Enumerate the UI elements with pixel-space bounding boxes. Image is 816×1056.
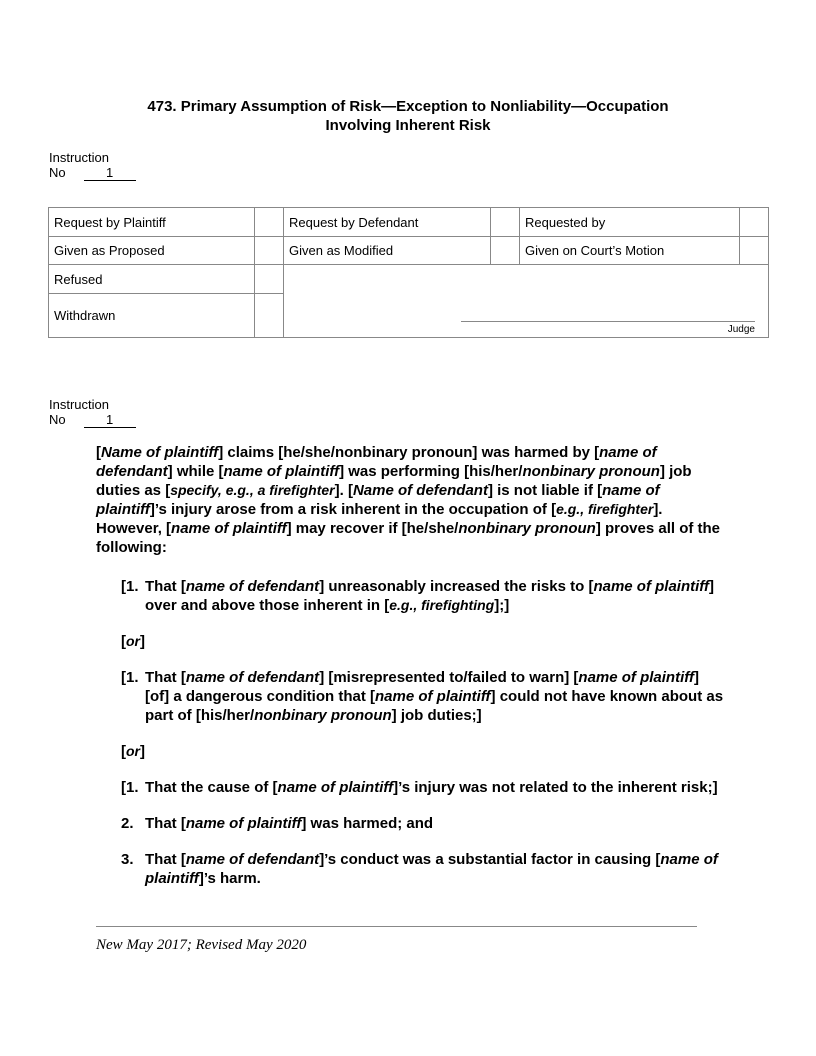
- element-1-option-a: [121, 577, 726, 615]
- instruction-number-block-body: [49, 397, 136, 428]
- requested-by-label: Requested by: [520, 208, 740, 237]
- given-on-courts-motion-label: Given on Court’s Motion: [520, 237, 740, 265]
- instruction-number-block-top: [49, 150, 136, 181]
- or-connector: [or]: [121, 633, 145, 650]
- title-line-1: 473. Primary Assumption of Risk—Exception to Nonliability—Occupation: [147, 98, 669, 115]
- request-by-plaintiff-checkbox[interactable]: [255, 208, 284, 237]
- refused-label: Refused: [49, 265, 255, 294]
- or-connector: [or]: [121, 743, 145, 760]
- given-as-modified-checkbox[interactable]: [491, 237, 520, 265]
- request-by-plaintiff-label: Request by Plaintiff: [49, 208, 255, 237]
- requested-by-checkbox[interactable]: [740, 208, 769, 237]
- withdrawn-checkbox[interactable]: [255, 294, 284, 338]
- element-text: That [name of defendant] [misrepresented to/failed to warn] [name of plaintiff] [of] a dangerous condition that [name of plaintiff] could not have known about as part of [his/her/nonbinary pronoun] job duties;]: [145, 669, 724, 724]
- element-text: That the cause of [name of plaintiff]’s injury was not related to the inherent risk;]: [145, 779, 718, 796]
- element-text: That [name of defendant] unreasonably increased the risks to [name of plaintiff] over and above those inherent in [e.g., firefighting];]: [145, 578, 715, 614]
- instruction-number: 1: [84, 412, 136, 428]
- given-as-proposed-label: Given as Proposed: [49, 237, 255, 265]
- footer-divider: [96, 926, 697, 927]
- intro-paragraph: [Name of plaintiff] claims [he/she/nonbinary pronoun] was harmed by [name of defendant] while [name of plaintiff] was performing [his/her/nonbinary pronoun] job duties as [specify, e.g., a firefighter]. [Name of defendant] is not liable if [name of plaintiff]’s injury arose from a risk inherent in the occupation of [e.g., firefighter]. However, [name of plaintiff] may recover if [he/she/nonbinary pronoun] proves all of the following:: [96, 444, 721, 556]
- instruction-number: 1: [84, 165, 136, 181]
- request-by-defendant-checkbox[interactable]: [491, 208, 520, 237]
- history-note: New May 2017; Revised May 2020: [96, 937, 307, 953]
- instruction-body: [96, 443, 726, 888]
- request-by-defendant-label: Request by Defendant: [284, 208, 491, 237]
- instruction-title: [0, 97, 816, 135]
- given-on-courts-motion-checkbox[interactable]: [740, 237, 769, 265]
- element-text: That [name of plaintiff] was harmed; and: [145, 815, 434, 832]
- withdrawn-label: Withdrawn: [49, 294, 255, 338]
- judge-signature-line[interactable]: [461, 321, 755, 322]
- no-label: No: [49, 165, 66, 180]
- given-as-proposed-checkbox[interactable]: [255, 237, 284, 265]
- element-number: 3.: [121, 851, 134, 868]
- element-text: That [name of defendant]’s conduct was a substantial factor in causing [name of plaintiff]’s harm.: [145, 851, 718, 887]
- element-1-option-c: [121, 778, 726, 797]
- status-table: [48, 207, 769, 338]
- instruction-label: Instruction: [49, 150, 109, 165]
- refused-checkbox[interactable]: [255, 265, 284, 294]
- title-line-2: Involving Inherent Risk: [325, 117, 491, 134]
- element-number: [1.: [121, 669, 139, 686]
- element-1-option-b: [121, 668, 726, 725]
- element-2: [121, 814, 726, 833]
- judge-signature-area: [284, 265, 769, 338]
- judge-label: Judge: [727, 324, 755, 335]
- given-as-modified-label: Given as Modified: [284, 237, 491, 265]
- element-number: [1.: [121, 779, 139, 796]
- instruction-label: Instruction: [49, 397, 109, 412]
- element-number: [1.: [121, 578, 139, 595]
- element-3: [121, 850, 726, 888]
- element-number: 2.: [121, 815, 134, 832]
- no-label: No: [49, 412, 66, 427]
